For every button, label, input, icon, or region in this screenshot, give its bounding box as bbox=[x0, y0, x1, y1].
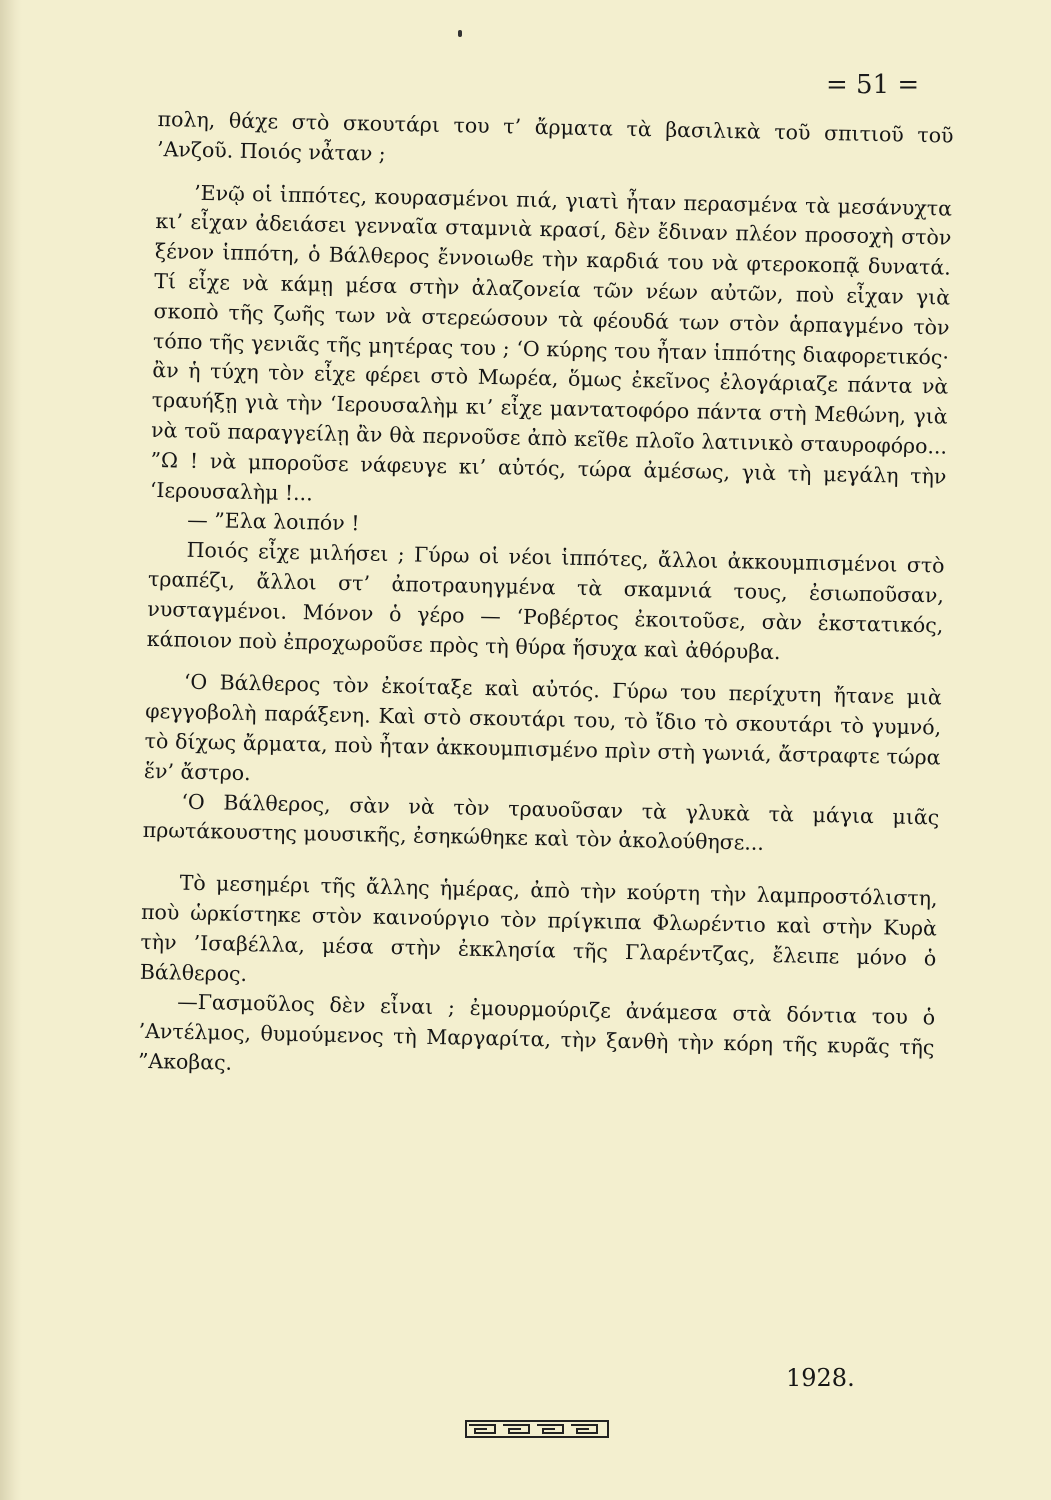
paragraph: —Γασμοῦλος δὲν εἶναι ; ἐμουρμούριζε ἀνάμεσα στὰ δόντια του ὁ ’Αντέλμος, θυμούμενος τὴ Μαργαρίτα, τὴν ξανθὴ τὴν κόρη τῆς κυρᾶς τῆς ”Ακοβας. bbox=[137, 989, 936, 1075]
ink-speck bbox=[458, 30, 462, 37]
decorative-meander-ornament bbox=[465, 1420, 609, 1438]
date-signature: 1928. bbox=[786, 1364, 855, 1392]
dialogue-line: — ”Ελα λοιπόν ! bbox=[187, 508, 360, 536]
body-text bbox=[138, 105, 954, 1093]
page-number: = 51 = bbox=[826, 70, 920, 100]
page-binding-edge bbox=[0, 0, 22, 1500]
paragraph: ‘Ο Βάλθερος τὸν ἐκοίταξε καὶ αὐτός. Γύρω του περίχυτη ἤτανε μιὰ φεγγοβολὴ παράξενη. Καὶ στὸ σκουτάρι του, τὸ ἴδιο τὸ σκουτάρι τὸ γυμνό, τὸ δίχως ἄρματα, ποὺ ἦταν ἀκκουμπισμένο πρὶν στὴ γωνιά, ἄστραφτε τώρα ἕν’ ἄστρο. bbox=[143, 670, 943, 785]
paragraph: ’Ενῷ οἱ ἱππότες, κουρασμένοι πιά, γιατὶ ἦταν περασμένα τὰ μεσάνυχτα κι’ εἶχαν ἀδειάσει γενναῖα σταμνιὰ κρασί, δὲν ἔδιναν πλέον προσοχὴ στὸν ξένον ἱππότη, ὁ Βάλθερος ἔννοιωθε τὴν καρδιά του νὰ φτεροκοπᾷ δυνατά. Τί εἶχε νὰ κάμῃ μέσα στὴν ἀλαζονεία τῶν νέων αὐτῶν, ποὺ εἶχαν γιὰ σκοπὸ τῆς ζωῆς των νὰ στερεώσουν τὰ φέουδά των στὸν ἁρπαγμένο τὸν τόπο τῆς γενιᾶς τῆς μητέρας του ; ‘Ο κύρης του ἦταν ἱππότης διαφορετικός· ἂν ἡ τύχη τὸν εἶχε φέρει στὸ Μωρέα, ὅμως ἐκεῖνος ἐλογάριαζε πάντα νὰ τραυήξῃ γιὰ τὴν ‘Ιερουσαλὴμ κι’ εἶχε μαντατοφόρο πάντα στὴ Μεθώνη, γιὰ νὰ τοῦ παραγγείλῃ ἂν θὰ περνοῦσε ἀπὸ κεῖθε πλοῖο λατινικὸ σταυροφόρο... ”Ω ! νὰ μποροῦσε νάφευγε κι’ αὐτός, τώρα ἀμέσως, γιὰ τὴ μεγάλη τὴν ‘Ιερουσαλὴμ !... bbox=[149, 180, 953, 505]
paragraph: Ποιός εἶχε μιλήσει ; Γύρω οἱ νέοι ἱππότες, ἄλλοι ἀκκουμπισμένοι στὸ τραπέζι, ἄλλοι στ’ ἀποτραυηγμένα τὰ σκαμνιά τους, ἐσιωποῦσαν, νυσταγμένοι. Μόνον ὁ γέρο — ‘Ροβέρτος ἐκοιτοῦσε, σὰν ἐκστατικός, κάποιον ποὺ ἐπροχωροῦσε πρὸς τὴ θύρα ἥσυχα καὶ ἀθόρυβα. bbox=[146, 537, 945, 664]
paragraph: Τὸ μεσημέρι τῆς ἄλλης ἡμέρας, ἀπὸ τὴν κούρτη τὴν λαμπροστόλιστη, ποὺ ὡρκίστηκε στὸν καινούργιο τὸν πρίγκιπα Φλωρέντιο καὶ στὴν Κυρὰ τὴν ’Ισαβέλλα, μέσα στὴν ἐκκλησία τῆς Γλαρέντζας, ἔλειπε μόνο ὁ Βάλθερος. bbox=[139, 870, 938, 986]
paragraph: ‘Ο Βάλθερος, σὰν νὰ τὸν τραυοῦσαν τὰ γλυκὰ τὰ μάγια μιᾶς πρωτάκουστης μουσικῆς, ἐσηκώθηκε καὶ τὸν ἀκολούθησε... bbox=[142, 789, 940, 856]
paragraph-continuation: πολη, θάχε στὸ σκουτάρι του τ’ ἄρματα τὰ βασιλικὰ τοῦ σπιτιοῦ τοῦ ’Ανζοῦ. Ποιός νἆταν ; bbox=[156, 106, 954, 166]
